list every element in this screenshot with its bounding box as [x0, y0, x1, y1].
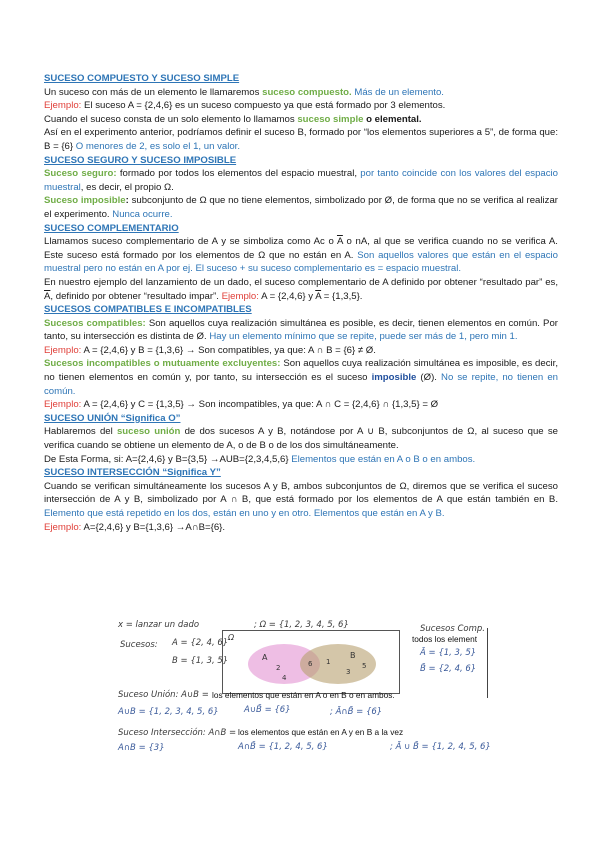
note-suceso-interseccion: Suceso Intersección: A∩B = — [118, 728, 237, 738]
note-set-a: A = {2, 4, 6} — [172, 638, 229, 648]
note-suceso-union: Suceso Unión: A∪B = — [118, 690, 209, 700]
note-sucesos-label: Sucesos: — [120, 640, 158, 650]
paragraph-compuesto-example: Ejemplo: El suceso A = {2,4,6} es un suceso compuesto ya que está formado por 3 elementos. — [44, 100, 446, 112]
paragraph-simple-example: Así en el experimento anterior, podríamos definir el suceso B, formado por “los elementos superiores a 5”, de forma que: B = {6} O menores de 2, es solo el 1, un valor. — [44, 127, 558, 152]
note-b-bar: B̄ = {2, 4, 6} — [420, 664, 477, 674]
note-x-lanzar-dado: x = lanzar un dado — [118, 620, 200, 630]
note-anb-set: A∩B = {3} — [118, 743, 165, 753]
venn-element-2: 2 — [276, 664, 281, 672]
note-todos-elementos: todos los element — [412, 634, 478, 644]
note-abar-n-bbar: ; Ā∩B̄ = {6} — [330, 707, 383, 717]
text-content — [44, 72, 558, 534]
paragraph-simple-def: Cuando el suceso consta de un solo elemento lo llamamos suceso simple o elemental. — [44, 113, 422, 125]
paragraph-compuesto-def: Un suceso con más de un elemento le llamaremos suceso compuesto. Más de un elemento. — [44, 86, 444, 98]
heading-complementario: SUCESO COMPLEMENTARIO — [44, 222, 179, 234]
venn-element-3: 3 — [346, 668, 351, 676]
paragraph-complementario-def: Llamamos suceso complementario de A y se simboliza como Ac o $\overline{A}$ o nA, al que se verifica cuando no se verifica A. Este suceso está formado por los elementos de Ω que no están en A. Son aquellos valores que están en el espacio muestral pero no están en A por ej. El suceso + su suceso complementario es = espacio muestral. — [44, 236, 559, 275]
note-union-typed: los elementos que están en A o en B o en ambos. — [212, 690, 395, 700]
venn-element-4: 4 — [282, 674, 287, 682]
paragraph-union-example: De Esta Forma, si: A={2,4,6} y B={3,5} →AUB={2,3,4,5,6} Elementos que están en A o B o en ambos. — [44, 453, 476, 465]
note-anb-bar: A∩B̄ = {1, 2, 4, 5, 6} — [238, 742, 328, 752]
venn-element-5: 5 — [362, 662, 367, 670]
paragraph-complementario-example: En nuestro ejemplo del lanzamiento de un dado, el suceso complementario de A definido por obtener “resultado par” es, $\overline{A}$, definido por obtener “resultado impar”. Ejemplo: A = {2,4,6} y $\overline{A} = \{1,3,5\}$. — [44, 276, 558, 302]
venn-element-1: 1 — [326, 658, 331, 666]
note-a-bar: Ā = {1, 3, 5} — [420, 648, 477, 658]
venn-label-b: B — [350, 651, 356, 660]
note-abar-u-bbar: ; Ā ∪ B̄ = {1, 2, 4, 5, 6} — [390, 742, 491, 752]
note-divider — [487, 628, 488, 698]
heading-union: SUCESO UNIÓN “Significa O” — [44, 412, 181, 424]
venn-label-a: A — [262, 653, 268, 662]
heading-seguro-imposible: SUCESO SEGURO Y SUCESO IMPOSIBLE — [44, 154, 237, 166]
venn-omega-label: Ω — [228, 633, 235, 642]
note-aub-bar: A∪B̄ = {6} — [244, 705, 291, 715]
paragraph-compatibles-def: Sucesos compatibles: Son aquellos cuya realización simultánea es posible, es decir, tienen elementos en común. Por tanto, su intersección es distinta de Ø. Hay un elemento mínimo que se repite, puede ser más de 1, pero min 1. — [44, 317, 558, 343]
note-set-b: B = {1, 3, 5} — [172, 656, 229, 666]
paragraph-incompatibles-def: Sucesos incompatibles o mutuamente excluyentes: Son aquellos cuya realización simultánea es imposible, es decir, no tienen elementos en común y, por tanto, su intersección es el suceso imposible (Ø). No se repite, no tienen en común. — [44, 358, 558, 397]
venn-element-6: 6 — [308, 660, 313, 668]
heading-compatibles: SUCESOS COMPATIBLES E INCOMPATIBLES — [44, 304, 252, 316]
paragraph-imposible-def: Suceso imposible: subconjunto de Ω que no tiene elementos, simbolizado por Ø, de forma que no se verifica al realizar el experimento. Nunca ocurre. — [44, 195, 558, 220]
paragraph-interseccion-example: Ejemplo: A={2,4,6} y B={1,3,6} →A∩B={6}. — [44, 521, 226, 533]
note-interseccion-typed: los elementos que están en A y en B a la vez — [238, 727, 404, 737]
venn-diagram — [222, 630, 398, 692]
note-aub-set: A∪B = {1, 2, 3, 4, 5, 6} — [118, 707, 219, 717]
paragraph-incompatibles-example: Ejemplo: A = {2,4,6} y C = {1,3,5} → Son incompatibles, ya que: A ∩ C = {2,4,6} ∩ {1,3,5} = Ø — [44, 399, 439, 411]
note-sample-space: ; Ω = {1, 2, 3, 4, 5, 6} — [254, 620, 349, 630]
paragraph-compatibles-example: Ejemplo: A = {2,4,6} y B = {1,3,6} → Son compatibles, ya que: A ∩ B = {6} ≠ Ø. — [44, 344, 376, 356]
paragraph-union-def: Hablaremos del suceso unión de dos sucesos A y B, notándose por A ∪ B, subconjuntos de Ω, al suceso que se verifica cuando se obtiene un elemento de A, o de B o de los dos simultáneamente. — [44, 426, 558, 452]
paragraph-seguro-def: Suceso seguro: formado por todos los elementos del espacio muestral, por tanto coincide con los valores del espacio muestral, es decir, el propio Ω. — [44, 168, 559, 193]
note-sucesos-comp: Sucesos Comp. — [420, 624, 485, 634]
paragraph-interseccion-def: Cuando se verifican simultáneamente los sucesos A y B, ambos subconjuntos de Ω, diremos que se verifica el suceso intersección de A y B, simbolizado por A ∩ B, que está formado por los elementos de A que están también en B. Elemento que está repetido en los dos, están en uno y en otro. Elementos que están en A y B. — [44, 480, 558, 519]
heading-compuesto-simple: SUCESO COMPUESTO Y SUCESO SIMPLE — [44, 73, 240, 84]
heading-interseccion: SUCESO INTERSECCIÓN “Significa Y” — [44, 467, 221, 479]
